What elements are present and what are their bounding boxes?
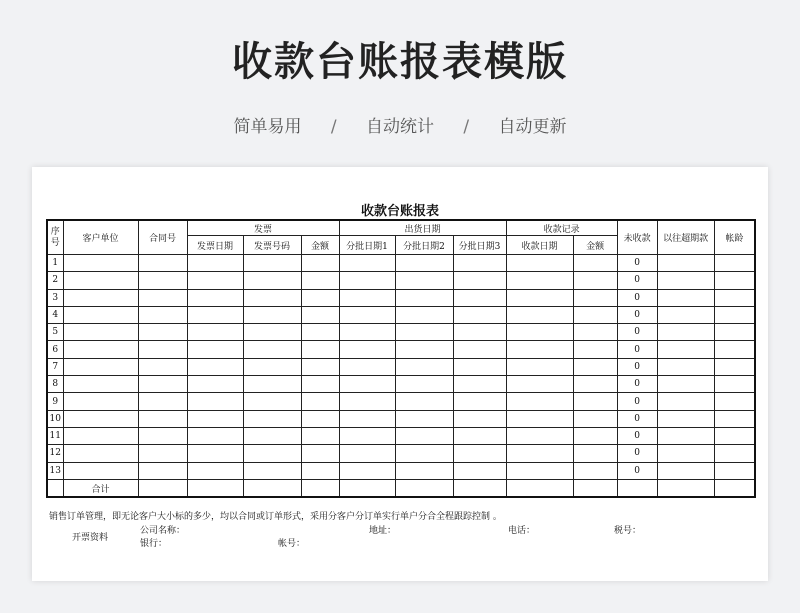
phone-field: 电话： bbox=[508, 526, 536, 536]
table-cell bbox=[187, 410, 243, 427]
table-cell bbox=[301, 427, 339, 444]
header-overdue: 以往超期款 bbox=[657, 220, 714, 255]
table-cell bbox=[714, 272, 755, 289]
table-cell bbox=[453, 445, 506, 462]
table-cell bbox=[339, 289, 395, 306]
table-cell bbox=[506, 272, 573, 289]
spreadsheet-preview bbox=[32, 167, 768, 581]
table-cell bbox=[714, 358, 755, 375]
table-cell bbox=[63, 272, 138, 289]
total-row bbox=[47, 479, 755, 497]
feature-separator: / bbox=[330, 117, 337, 137]
table-cell bbox=[506, 410, 573, 427]
table-cell bbox=[453, 272, 506, 289]
table-cell bbox=[657, 393, 714, 410]
table-cell bbox=[395, 393, 453, 410]
table-row bbox=[47, 427, 755, 444]
table-cell bbox=[657, 376, 714, 393]
table-cell bbox=[187, 393, 243, 410]
table-cell bbox=[243, 272, 301, 289]
table-cell bbox=[243, 462, 301, 479]
header-unreceived: 未收款 bbox=[617, 220, 657, 255]
table-cell bbox=[187, 289, 243, 306]
table-cell bbox=[657, 427, 714, 444]
table-row bbox=[47, 306, 755, 323]
table-cell bbox=[63, 341, 138, 358]
table-cell bbox=[453, 410, 506, 427]
table-cell bbox=[339, 272, 395, 289]
header-batch3: 分批日期3 bbox=[453, 236, 506, 255]
table-cell bbox=[187, 376, 243, 393]
table-cell bbox=[187, 462, 243, 479]
page-title: 收款台账报表模版 bbox=[232, 39, 568, 85]
feature-list bbox=[0, 112, 800, 137]
table-cell bbox=[339, 445, 395, 462]
table-cell bbox=[63, 255, 138, 272]
table-cell bbox=[573, 445, 617, 462]
header-invoice-group: 发票 bbox=[187, 220, 339, 236]
sheet-title: 收款台账报表 bbox=[360, 204, 439, 219]
table-cell bbox=[63, 445, 138, 462]
unreceived-cell: 0 bbox=[617, 306, 657, 323]
table-cell bbox=[187, 306, 243, 323]
table-cell bbox=[138, 445, 187, 462]
table-cell bbox=[243, 427, 301, 444]
table-cell bbox=[138, 393, 187, 410]
table-cell bbox=[301, 393, 339, 410]
row-seq-cell: 13 bbox=[47, 462, 63, 479]
table-cell bbox=[573, 255, 617, 272]
table-cell bbox=[187, 427, 243, 444]
table-cell bbox=[573, 427, 617, 444]
table-cell bbox=[395, 255, 453, 272]
table-cell bbox=[301, 410, 339, 427]
header-aging: 帐龄 bbox=[714, 220, 755, 255]
table-cell bbox=[657, 289, 714, 306]
table-row bbox=[47, 341, 755, 358]
table-cell bbox=[138, 410, 187, 427]
header-invoice-date: 发票日期 bbox=[187, 236, 243, 255]
table-cell bbox=[714, 255, 755, 272]
table-cell bbox=[573, 306, 617, 323]
table-cell bbox=[301, 462, 339, 479]
table-cell bbox=[714, 393, 755, 410]
table-cell bbox=[339, 324, 395, 341]
table-cell bbox=[657, 306, 714, 323]
table-cell bbox=[243, 393, 301, 410]
table-cell bbox=[187, 324, 243, 341]
table-cell bbox=[187, 255, 243, 272]
table-cell bbox=[301, 272, 339, 289]
table-cell bbox=[187, 272, 243, 289]
unreceived-cell: 0 bbox=[617, 255, 657, 272]
table-cell bbox=[301, 324, 339, 341]
table-cell bbox=[395, 410, 453, 427]
company-field: 公司名称： bbox=[140, 526, 186, 536]
table-cell bbox=[657, 272, 714, 289]
table-cell bbox=[506, 255, 573, 272]
table-cell bbox=[395, 427, 453, 444]
row-seq-cell: 5 bbox=[47, 324, 63, 341]
table-cell bbox=[395, 376, 453, 393]
row-seq-cell: 12 bbox=[47, 445, 63, 462]
table-cell bbox=[657, 255, 714, 272]
total-label: 合计 bbox=[63, 479, 138, 497]
table-cell bbox=[453, 479, 506, 497]
table-cell bbox=[657, 410, 714, 427]
table-cell bbox=[138, 255, 187, 272]
table-cell bbox=[301, 289, 339, 306]
table-cell bbox=[138, 306, 187, 323]
table-row bbox=[47, 255, 755, 272]
header-invoice-no: 发票号码 bbox=[243, 236, 301, 255]
table-cell bbox=[243, 341, 301, 358]
table-cell bbox=[138, 341, 187, 358]
table-cell bbox=[138, 272, 187, 289]
table-cell bbox=[243, 376, 301, 393]
table-cell bbox=[187, 479, 243, 497]
table-cell bbox=[506, 427, 573, 444]
table-cell bbox=[714, 462, 755, 479]
table-cell bbox=[453, 358, 506, 375]
header-receipt-amount: 金额 bbox=[573, 236, 617, 255]
unreceived-cell: 0 bbox=[617, 393, 657, 410]
table-cell bbox=[453, 427, 506, 444]
table-cell bbox=[138, 479, 187, 497]
table-cell bbox=[63, 306, 138, 323]
table-cell bbox=[617, 479, 657, 497]
table-cell bbox=[395, 289, 453, 306]
table-cell bbox=[453, 341, 506, 358]
row-seq-cell: 10 bbox=[47, 410, 63, 427]
header-shipment-group: 出货日期 bbox=[339, 220, 506, 236]
table-cell bbox=[187, 445, 243, 462]
table-cell bbox=[339, 410, 395, 427]
row-seq-cell: 1 bbox=[47, 255, 63, 272]
table-cell bbox=[453, 462, 506, 479]
table-cell bbox=[63, 324, 138, 341]
table-cell bbox=[395, 462, 453, 479]
table-cell bbox=[395, 445, 453, 462]
table-cell bbox=[339, 255, 395, 272]
feature-easy: 简单易用 bbox=[233, 117, 302, 137]
table-cell bbox=[506, 445, 573, 462]
table-cell bbox=[395, 358, 453, 375]
table-cell bbox=[573, 289, 617, 306]
table-cell bbox=[339, 341, 395, 358]
unreceived-cell: 0 bbox=[617, 358, 657, 375]
table-cell bbox=[63, 427, 138, 444]
table-cell bbox=[339, 393, 395, 410]
table-cell bbox=[243, 289, 301, 306]
header-contract: 合同号 bbox=[138, 220, 187, 255]
table-row bbox=[47, 289, 755, 306]
table-cell bbox=[573, 358, 617, 375]
table-cell bbox=[714, 306, 755, 323]
table-cell bbox=[395, 306, 453, 323]
bank-field: 银行： bbox=[140, 539, 168, 549]
table-cell bbox=[187, 358, 243, 375]
table-cell bbox=[714, 289, 755, 306]
row-seq-cell: 8 bbox=[47, 376, 63, 393]
table-cell bbox=[138, 358, 187, 375]
table-cell bbox=[63, 289, 138, 306]
table-cell bbox=[573, 479, 617, 497]
table-cell bbox=[339, 376, 395, 393]
table-cell bbox=[657, 462, 714, 479]
unreceived-cell: 0 bbox=[617, 410, 657, 427]
table-cell bbox=[47, 479, 63, 497]
table-cell bbox=[573, 410, 617, 427]
row-seq-cell: 7 bbox=[47, 358, 63, 375]
row-seq-cell: 9 bbox=[47, 393, 63, 410]
table-cell bbox=[63, 376, 138, 393]
unreceived-cell: 0 bbox=[617, 272, 657, 289]
feature-auto-stats: 自动统计 bbox=[366, 117, 434, 137]
table-cell bbox=[714, 445, 755, 462]
table-cell bbox=[573, 462, 617, 479]
table-cell bbox=[506, 306, 573, 323]
table-cell bbox=[339, 306, 395, 323]
table-row bbox=[47, 272, 755, 289]
table-cell bbox=[63, 410, 138, 427]
table-cell bbox=[63, 393, 138, 410]
table-cell bbox=[506, 462, 573, 479]
row-seq-cell: 11 bbox=[47, 427, 63, 444]
table-cell bbox=[506, 324, 573, 341]
header-customer: 客户单位 bbox=[63, 220, 138, 255]
header-batch1: 分批日期1 bbox=[339, 236, 395, 255]
table-cell bbox=[657, 445, 714, 462]
table-cell bbox=[395, 324, 453, 341]
table-row bbox=[47, 462, 755, 479]
table-cell bbox=[301, 479, 339, 497]
table-cell bbox=[506, 289, 573, 306]
table-cell bbox=[301, 376, 339, 393]
table-cell bbox=[573, 272, 617, 289]
header-receipt-group: 收款记录 bbox=[506, 220, 617, 236]
table-cell bbox=[573, 324, 617, 341]
table-cell bbox=[138, 427, 187, 444]
table-cell bbox=[506, 479, 573, 497]
table-cell bbox=[453, 306, 506, 323]
header-amount: 金额 bbox=[301, 236, 339, 255]
table-cell bbox=[243, 255, 301, 272]
table-cell bbox=[301, 445, 339, 462]
table-cell bbox=[301, 358, 339, 375]
table-cell bbox=[714, 410, 755, 427]
table-cell bbox=[453, 324, 506, 341]
table-cell bbox=[453, 376, 506, 393]
table-cell bbox=[243, 479, 301, 497]
table-cell bbox=[657, 479, 714, 497]
table-cell bbox=[138, 289, 187, 306]
unreceived-cell: 0 bbox=[617, 427, 657, 444]
table-cell bbox=[657, 358, 714, 375]
feature-separator: / bbox=[463, 117, 470, 137]
table-cell bbox=[187, 341, 243, 358]
table-cell bbox=[453, 255, 506, 272]
billing-label: 开票资料 bbox=[72, 533, 109, 543]
table-cell bbox=[63, 462, 138, 479]
table-cell bbox=[714, 341, 755, 358]
table-cell bbox=[714, 427, 755, 444]
table-cell bbox=[657, 341, 714, 358]
table-cell bbox=[339, 358, 395, 375]
table-cell bbox=[573, 393, 617, 410]
table-row bbox=[47, 376, 755, 393]
header-seq: 序号 bbox=[47, 220, 63, 255]
table-cell bbox=[138, 462, 187, 479]
table-cell bbox=[63, 358, 138, 375]
unreceived-cell: 0 bbox=[617, 376, 657, 393]
table-cell bbox=[657, 324, 714, 341]
table-cell bbox=[453, 393, 506, 410]
header-receipt-date: 收款日期 bbox=[506, 236, 573, 255]
table-cell bbox=[301, 306, 339, 323]
unreceived-cell: 0 bbox=[617, 324, 657, 341]
table-cell bbox=[339, 479, 395, 497]
table-cell bbox=[573, 341, 617, 358]
table-row bbox=[47, 358, 755, 375]
unreceived-cell: 0 bbox=[617, 289, 657, 306]
table-cell bbox=[339, 427, 395, 444]
table-cell bbox=[506, 393, 573, 410]
table-cell bbox=[506, 376, 573, 393]
tax-field: 税号： bbox=[614, 526, 642, 536]
unreceived-cell: 0 bbox=[617, 462, 657, 479]
table-cell bbox=[714, 376, 755, 393]
table-cell bbox=[243, 445, 301, 462]
table-cell bbox=[506, 341, 573, 358]
table-row bbox=[47, 410, 755, 427]
table-cell bbox=[243, 358, 301, 375]
unreceived-cell: 0 bbox=[617, 445, 657, 462]
table-cell bbox=[301, 255, 339, 272]
account-field: 帐号： bbox=[278, 539, 306, 549]
table-cell bbox=[395, 272, 453, 289]
table-cell bbox=[395, 341, 453, 358]
row-seq-cell: 4 bbox=[47, 306, 63, 323]
row-seq-cell: 6 bbox=[47, 341, 63, 358]
header-batch2: 分批日期2 bbox=[395, 236, 453, 255]
address-field: 地址： bbox=[369, 526, 397, 536]
unreceived-cell: 0 bbox=[617, 341, 657, 358]
table-cell bbox=[714, 479, 755, 497]
feature-auto-update: 自动更新 bbox=[498, 117, 567, 137]
table-row bbox=[47, 324, 755, 341]
table-cell bbox=[714, 324, 755, 341]
table-cell bbox=[453, 289, 506, 306]
table-cell bbox=[395, 479, 453, 497]
table-cell bbox=[138, 324, 187, 341]
row-seq-cell: 3 bbox=[47, 289, 63, 306]
table-cell bbox=[243, 306, 301, 323]
table-cell bbox=[339, 462, 395, 479]
row-seq-cell: 2 bbox=[47, 272, 63, 289]
table-cell bbox=[243, 324, 301, 341]
table-cell bbox=[301, 341, 339, 358]
table-cell bbox=[243, 410, 301, 427]
table-cell bbox=[506, 358, 573, 375]
ledger-table bbox=[46, 219, 756, 498]
table-cell bbox=[138, 376, 187, 393]
table-cell bbox=[573, 376, 617, 393]
management-note: 销售订单管理，即无论客户大小标的多少，均以合同或订单形式，采用分客户分订单实行单户分合全程跟踪控制 。 bbox=[49, 512, 502, 522]
table-row bbox=[47, 445, 755, 462]
table-row bbox=[47, 393, 755, 410]
